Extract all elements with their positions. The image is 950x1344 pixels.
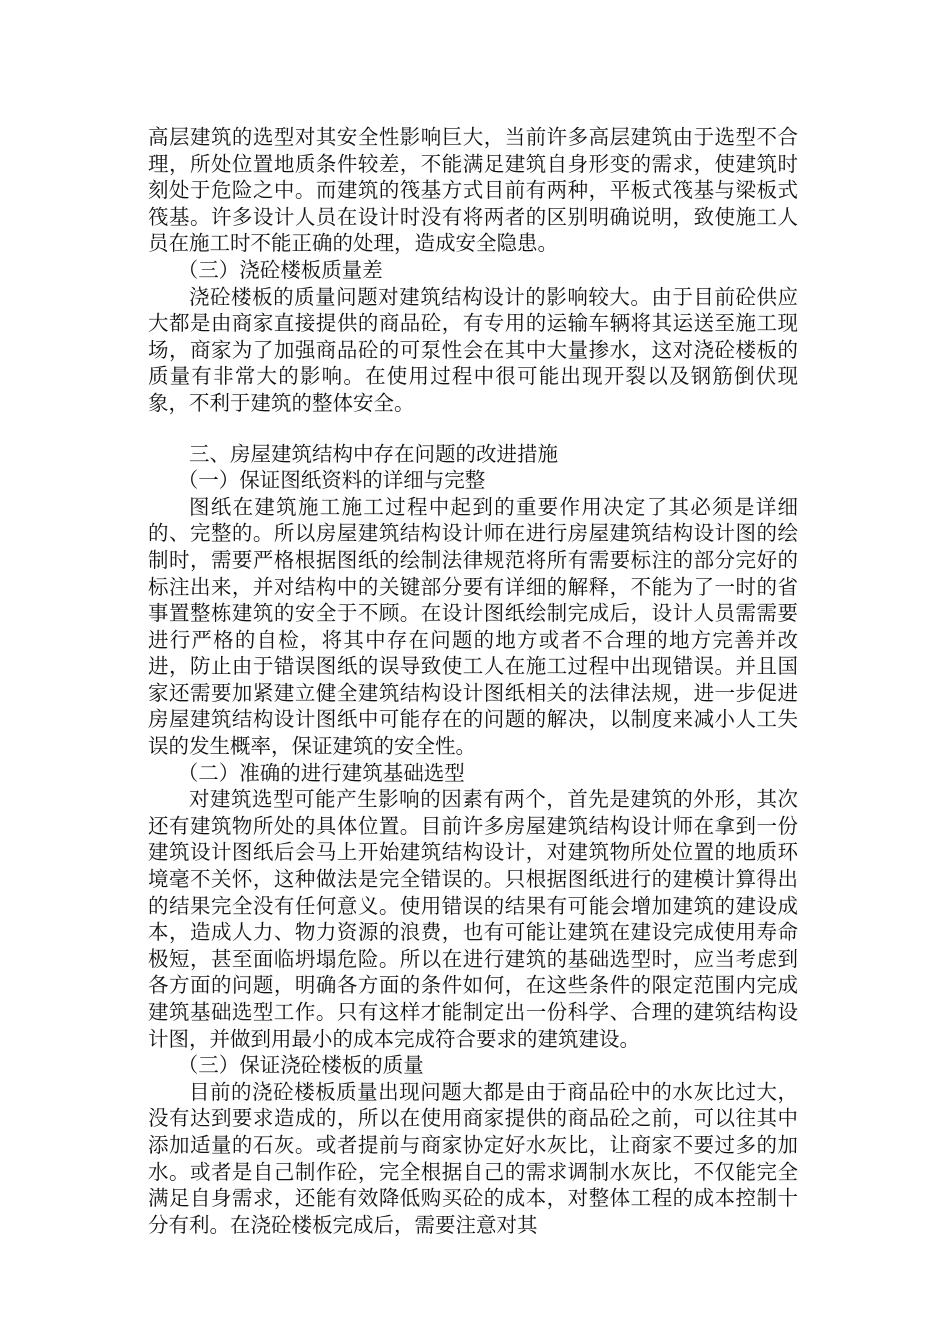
paragraph-concrete-slab-issue: 浇砼楼板的质量问题对建筑结构设计的影响较大。由于目前砼供应大都是由商家直接提供的商品砼，有专用的运输车辆将其运送至施工现场，商家为了加强商品砼的可泵性会在其中大量掺水，这对浇砼楼板的质量有非常大的影响。在使用过程中很可能出现开裂以及钢筋倒伏现象，不利于建筑的整体安全。 [148,284,798,415]
heading-foundation-selection: （二）准确的进行建筑基础选型 [177,760,465,785]
paragraph-foundation-selection: 对建筑选型可能产生影响的因素有两个，首先是建筑的外形，其次还有建筑物所处的具体位置。目前许多房屋建筑结构设计师在拿到一份建筑设计图纸后会马上开始建筑结构设计，对建筑物所处位置的地质环境毫不关怀，这种做法是完全错误的。只根据图纸进行的建模计算得出的结果完全没有任何意义。使用错误的结果有可能会增加建筑的建设成本，造成人力、物力资源的浪费，也有可能让建筑在建设完成使用寿命极短，甚至面临坍塌危险。所以在进行建筑的基础选型时，应当考虑到各方面的问题，明确各方面的条件如何，在这些条件的限定范围内完成建筑基础选型工作。只有这样才能制定出一份科学、合理的建筑结构设计图，并做到用最小的成本完成符合要求的建筑建设。 [148,787,798,1051]
heading-concrete-slab-quality-poor: （三）浇砼楼板质量差 [177,257,383,282]
paragraph-high-rise-selection: 高层建筑的选型对其安全性影响巨大，当前许多高层建筑由于选型不合理，所处位置地质条件较差，不能满足建筑自身形变的需求，使建筑时刻处于危险之中。而建筑的筏基方式目前有两种，平板式筏基与梁板式筏基。许多设计人员在设计时没有将两者的区别明确说明，致使施工人员在施工时不能正确的处理，造成安全隐患。 [148,125,798,256]
document-body [148,124,798,1238]
paragraph-drawing-completeness: 图纸在建筑施工施工过程中起到的重要作用决定了其必须是详细的、完整的。所以房屋建筑结构设计师在进行房屋建筑结构设计图的绘制时，需要严格根据图纸的绘制法律规范将所有需要标注的部分完好的标注出来，并对结构中的关键部分要有详细的解释，不能为了一时的省事置整栋建筑的安全于不顾。在设计图纸绘制完成后，设计人员需需要进行严格的自检，将其中存在问题的地方或者不合理的地方完善并改进，防止由于错误图纸的误导致使工人在施工过程中出现错误。并且国家还需要加紧建立健全建筑结构设计图纸相关的法律法规，进一步促进房屋建筑结构设计图纸中可能存在的问题的解决，以制度来减小人工失误的发生概率，保证建筑的安全性。 [148,494,798,759]
heading-drawing-completeness: （一）保证图纸资料的详细与完整 [177,468,486,493]
paragraph-spacer [148,417,798,441]
paragraph-ensure-slab-quality: 目前的浇砼楼板质量出现问题大都是由于商品砼中的水灰比过大，没有达到要求造成的，所以在使用商家提供的商品砼之前，可以往其中添加适量的石灰。或者提前与商家协定好水灰比，让商家不要过多的加水。或者是自己制作砼，完全根据自己的需求调制水灰比，不仅能完全满足自身需求，还能有效降低购买砼的成本，对整体工程的成本控制十分有利。在浇砼楼板完成后，需要注意对其 [148,1079,798,1237]
section-heading-improvement-measures: 三、房屋建筑结构中存在问题的改进措施 [189,441,558,466]
heading-ensure-slab-quality: （三）保证浇砼楼板的质量 [177,1053,424,1078]
